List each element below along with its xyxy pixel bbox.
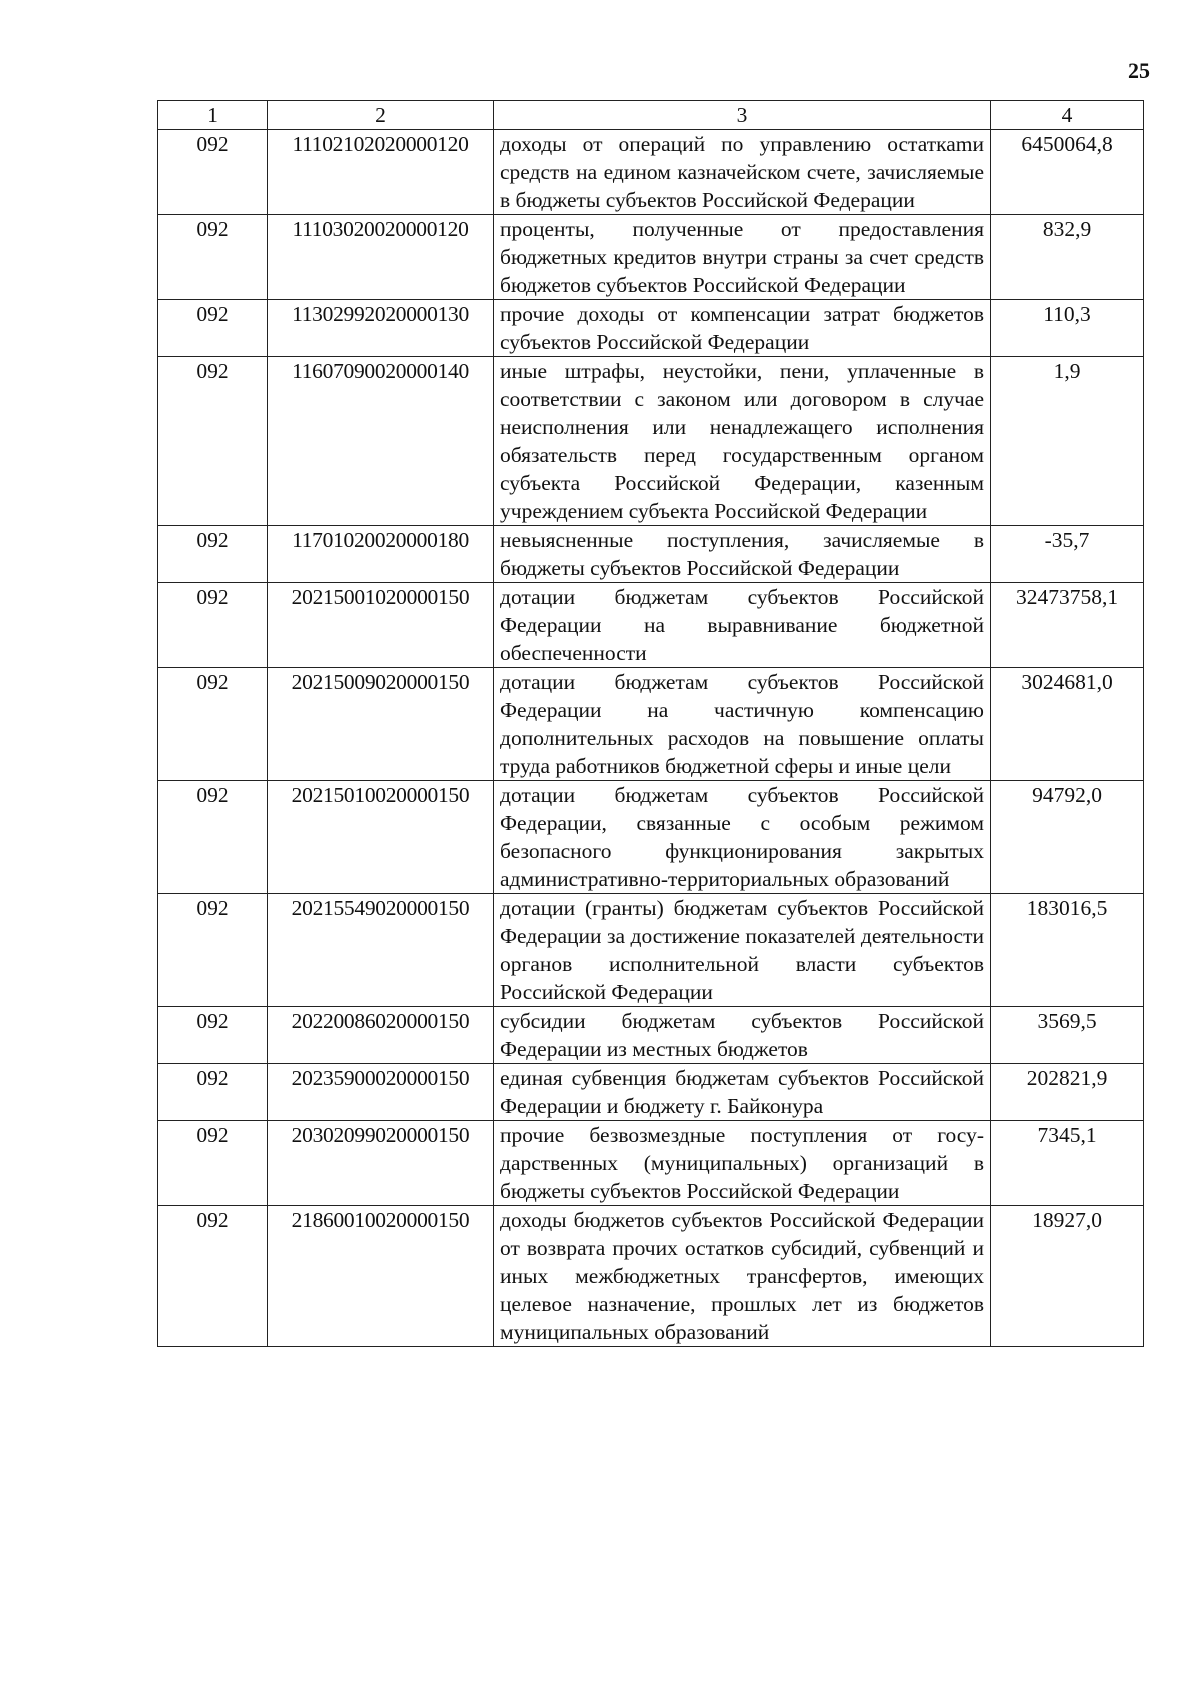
admin-code-cell: 092 xyxy=(158,357,268,526)
amount-cell: 7345,1 xyxy=(991,1121,1144,1206)
budget-code-cell: 20215009020000150 xyxy=(268,668,494,781)
admin-code-cell: 092 xyxy=(158,215,268,300)
revenue-description-cell: субсидии бюджетам субъектов Российской Федерации из местных бюджетов xyxy=(494,1007,991,1064)
revenue-description-cell: иные штрафы, неустойки, пени, уплаченные в соответствии с законом или договором в случае неисполнения или ненадлежащего исполнения обязательств перед государственным органом субъекта Российской Федерации, казенным учреждением субъекта Российской Федерации xyxy=(494,357,991,526)
amount-cell: 1,9 xyxy=(991,357,1144,526)
table-body xyxy=(158,130,1144,1347)
table-row xyxy=(158,1064,1144,1121)
column-header-3: 3 xyxy=(494,101,991,130)
table-row xyxy=(158,1007,1144,1064)
revenue-description-cell: дотации бюджетам субъектов Российской Федерации, связанные с особым режимом безопасного функционирования закрытых административно-территориальных образований xyxy=(494,781,991,894)
amount-cell: 110,3 xyxy=(991,300,1144,357)
table-row xyxy=(158,526,1144,583)
amount-cell: 832,9 xyxy=(991,215,1144,300)
table-row xyxy=(158,130,1144,215)
budget-code-cell: 11302992020000130 xyxy=(268,300,494,357)
admin-code-cell: 092 xyxy=(158,1064,268,1121)
revenue-description-cell: единая субвенция бюджетам субъектов Российской Федерации и бюджету г. Байконура xyxy=(494,1064,991,1121)
revenue-table xyxy=(157,100,1144,1347)
admin-code-cell: 092 xyxy=(158,130,268,215)
table-row xyxy=(158,894,1144,1007)
table-row xyxy=(158,357,1144,526)
budget-code-cell: 11607090020000140 xyxy=(268,357,494,526)
admin-code-cell: 092 xyxy=(158,894,268,1007)
admin-code-cell: 092 xyxy=(158,1007,268,1064)
admin-code-cell: 092 xyxy=(158,1206,268,1347)
amount-cell: 202821,9 xyxy=(991,1064,1144,1121)
table-row xyxy=(158,1206,1144,1347)
budget-code-cell: 20302099020000150 xyxy=(268,1121,494,1206)
amount-cell: 3569,5 xyxy=(991,1007,1144,1064)
revenue-description-cell: дотации (гранты) бюджетам субъектов Российской Федерации за достижение показателей деятельности органов исполнительной власти субъектов Российской Федерации xyxy=(494,894,991,1007)
amount-cell: 183016,5 xyxy=(991,894,1144,1007)
amount-cell: 3024681,0 xyxy=(991,668,1144,781)
admin-code-cell: 092 xyxy=(158,668,268,781)
budget-code-cell: 11102102020000120 xyxy=(268,130,494,215)
revenue-description-cell: прочие доходы от компенсации затрат бюджетов субъектов Российской Федерации xyxy=(494,300,991,357)
revenue-description-cell: невыясненные поступления, зачисляемые в бюджеты субъектов Российской Федерации xyxy=(494,526,991,583)
budget-code-cell: 20215549020000150 xyxy=(268,894,494,1007)
admin-code-cell: 092 xyxy=(158,300,268,357)
admin-code-cell: 092 xyxy=(158,526,268,583)
table-row xyxy=(158,781,1144,894)
table-row xyxy=(158,1121,1144,1206)
column-header-4: 4 xyxy=(991,101,1144,130)
revenue-description-cell: прочие безвозмездные поступления от государственных (муниципальных) организаций в бюджеты субъектов Российской Федерации xyxy=(494,1121,991,1206)
column-header-1: 1 xyxy=(158,101,268,130)
budget-code-cell: 20215001020000150 xyxy=(268,583,494,668)
amount-cell: 94792,0 xyxy=(991,781,1144,894)
amount-cell: 32473758,1 xyxy=(991,583,1144,668)
revenue-description-cell: доходы от операций по управлению остаткаmи средств на едином казначейском счете, зачисляемые в бюджеты субъектов Российской Федерации xyxy=(494,130,991,215)
header-row xyxy=(158,101,1144,130)
budget-code-cell: 20235900020000150 xyxy=(268,1064,494,1121)
column-header-2: 2 xyxy=(268,101,494,130)
table-row xyxy=(158,668,1144,781)
budget-code-cell: 20215010020000150 xyxy=(268,781,494,894)
table-header xyxy=(158,101,1144,130)
table-row xyxy=(158,300,1144,357)
table-row xyxy=(158,583,1144,668)
revenue-description-cell: дотации бюджетам субъектов Российской Федерации на выравнивание бюджетной обеспеченности xyxy=(494,583,991,668)
revenue-description-cell: проценты, полученные от предоставления бюджетных кредитов внутри страны за счет средств бюджетов субъектов Российской Федерации xyxy=(494,215,991,300)
table-row xyxy=(158,215,1144,300)
admin-code-cell: 092 xyxy=(158,583,268,668)
amount-cell: 18927,0 xyxy=(991,1206,1144,1347)
budget-code-cell: 21860010020000150 xyxy=(268,1206,494,1347)
admin-code-cell: 092 xyxy=(158,781,268,894)
amount-cell: -35,7 xyxy=(991,526,1144,583)
budget-code-cell: 20220086020000150 xyxy=(268,1007,494,1064)
revenue-description-cell: дотации бюджетам субъектов Российской Федерации на частичную компенсацию дополнительных расходов на повышение оплаты труда работников бюджетной сферы и иные цели xyxy=(494,668,991,781)
page-number: 25 xyxy=(1128,58,1150,83)
budget-code-cell: 11103020020000120 xyxy=(268,215,494,300)
revenue-description-cell: доходы бюджетов субъектов Российской Федерации от возврата прочих остатков субсидий, субвенций и иных межбюджетных трансфертов, имеющих целевое назначение, прошлых лет из бюджетов муниципальных образований xyxy=(494,1206,991,1347)
admin-code-cell: 092 xyxy=(158,1121,268,1206)
amount-cell: 6450064,8 xyxy=(991,130,1144,215)
budget-code-cell: 11701020020000180 xyxy=(268,526,494,583)
